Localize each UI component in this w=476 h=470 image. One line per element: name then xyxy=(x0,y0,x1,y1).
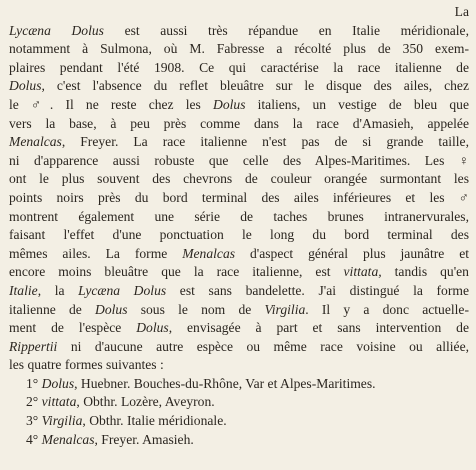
text-run: , Freyer. Amasieh. xyxy=(94,431,194,447)
text-run: 4° xyxy=(26,431,42,447)
text-run: italiens, un vestige de bleu que xyxy=(245,96,469,112)
list-item xyxy=(9,393,469,412)
text-line xyxy=(9,319,469,338)
text-run: 3° xyxy=(26,413,42,429)
text-run: ont le plus souvent des chevrons de couleur orangée surmontant les xyxy=(9,171,469,187)
text-run: , Obthr. Lozère, Aveyron. xyxy=(76,394,215,410)
text-run: plaires pendant l'été 1908. Ce qui caractérise la race italienne de xyxy=(9,59,469,75)
text-run: , Freyer. La race italienne n'est pas de si grande taille, xyxy=(61,134,469,150)
text-line xyxy=(9,263,469,282)
italic-text: Italie xyxy=(9,282,38,298)
text-run: , envisagée à part et sans intervention de xyxy=(168,320,470,336)
text-line xyxy=(9,3,469,22)
italic-text: Virgilia xyxy=(41,413,83,429)
italic-text: Lycæna Dolus xyxy=(9,22,104,38)
list-item xyxy=(9,375,469,394)
text-run: sous le nom de xyxy=(127,301,265,317)
text-line xyxy=(9,301,469,320)
italic-text: Dolus xyxy=(41,375,75,391)
text-line xyxy=(9,189,469,208)
text-run: d'aspect général plus jaunâtre et xyxy=(235,245,470,261)
text-run: tandis qu'en xyxy=(381,264,469,280)
text-run: est sans bandelette. J'ai distingué la forme xyxy=(166,282,469,298)
text-line xyxy=(9,338,469,357)
text-run: , Huebner. Bouches-du-Rhône, Var et Alpes-Maritimes. xyxy=(74,375,376,391)
text-run: , Obthr. Italie méridionale. xyxy=(82,413,227,429)
italic-text: vittata, xyxy=(343,264,382,280)
text-line xyxy=(9,22,469,41)
text-line xyxy=(9,245,469,264)
text-run: 1° xyxy=(26,375,42,391)
italic-text: Virgilia xyxy=(264,301,306,317)
italic-text: Menalcas xyxy=(9,134,62,150)
list-item xyxy=(9,431,469,450)
text-run: 2° xyxy=(26,394,42,410)
text-run: est aussi très répandue en Italie méridionale, xyxy=(103,22,469,38)
text-line xyxy=(9,226,469,245)
text-line xyxy=(9,40,469,59)
italic-text: Dolus xyxy=(95,301,128,317)
italic-text: Rippertii xyxy=(9,338,58,354)
text-line xyxy=(9,208,469,227)
text-run: La xyxy=(454,4,469,19)
text-line xyxy=(9,170,469,189)
italic-text: vittata xyxy=(41,394,77,410)
text-run: notamment à Sulmona, où M. Fabresse a récolté plus de 350 exem- xyxy=(9,41,469,57)
italic-text: Dolus xyxy=(136,320,169,336)
text-line xyxy=(9,96,469,115)
text-run: points noirs près du bord terminal des ailes inférieures et les ♂ xyxy=(9,189,469,205)
italic-text: Menalcas xyxy=(41,431,95,447)
text-run: . Il y a donc actuelle- xyxy=(305,301,469,317)
text-run: , la xyxy=(37,282,79,298)
text-run: vers la base, à peu près comme dans la race d'Amasieh, appelée xyxy=(9,115,469,131)
italic-text: Menalcas xyxy=(182,245,236,261)
text-run: mêmes ailes. La forme xyxy=(9,245,183,261)
text-line xyxy=(9,133,469,152)
text-run: le ♂. Il ne reste chez les xyxy=(9,96,213,112)
text-line xyxy=(9,59,469,78)
text-run: italienne de xyxy=(9,301,96,317)
text-run: , c'est l'absence du reflet bleuâtre sur le disque des ailes, chez xyxy=(41,78,469,94)
text-run: ment de l'espèce xyxy=(9,320,137,336)
text-run: faisant l'effet d'une ponctuation le long du bord terminal des xyxy=(9,227,469,243)
text-run: encore moins bleuâtre que la race italienne, est xyxy=(9,264,344,280)
text-run: montrent également une série de taches brunes intranervurales, xyxy=(9,208,469,224)
text-run: les quatre formes suivantes : xyxy=(9,357,164,373)
list-item xyxy=(9,412,469,431)
text-run: ni d'aucune autre espèce ou même race voisine ou alliée, xyxy=(57,338,469,354)
text-line xyxy=(9,115,469,134)
text-run: ni d'apparence aussi robuste que celle des Alpes-Maritimes. Les ♀ xyxy=(9,152,469,168)
italic-text: Lycæna Dolus xyxy=(78,282,167,298)
italic-text: Dolus xyxy=(9,78,42,94)
text-line xyxy=(9,356,469,375)
italic-text: Dolus xyxy=(213,96,246,112)
text-line xyxy=(9,152,469,171)
text-line xyxy=(9,282,469,301)
text-line xyxy=(9,77,469,96)
